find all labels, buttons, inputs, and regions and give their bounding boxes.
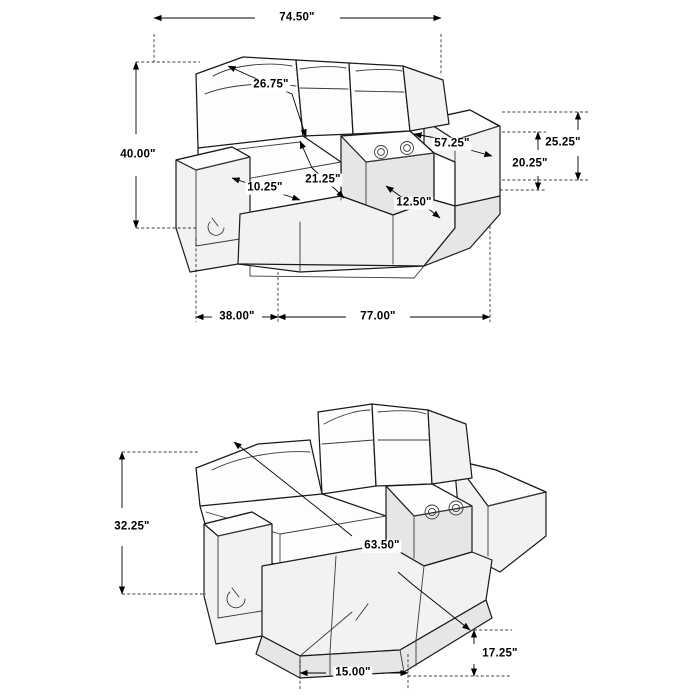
dimension-label-seat-width: 21.25" bbox=[305, 173, 341, 186]
dimension-label-footrest-width: 15.00" bbox=[335, 666, 371, 679]
sofa-top-view bbox=[176, 57, 500, 278]
dimension-label-arm-height-right: 25.25" bbox=[545, 136, 581, 149]
dimension-label-overall-width-top: 74.50" bbox=[279, 11, 315, 24]
dimension-label-footrest-height: 17.25" bbox=[482, 647, 518, 660]
dimension-label-seat-depth-left: 38.00" bbox=[219, 310, 255, 323]
dimension-label-seat-height-right: 20.25" bbox=[512, 157, 548, 170]
dimension-label-console-depth: 57.25" bbox=[434, 137, 470, 150]
dimension-label-overall-height: 40.00" bbox=[120, 148, 156, 161]
dimension-label-extended-height: 32.25" bbox=[114, 520, 150, 533]
dimension-label-console-width: 12.50" bbox=[396, 196, 432, 209]
dimension-label-overall-depth: 77.00" bbox=[360, 310, 396, 323]
dimension-label-arm-width: 10.25" bbox=[247, 181, 283, 194]
dimension-label-seat-back-height: 26.75" bbox=[253, 78, 289, 91]
dimension-label-extended-length: 63.50" bbox=[364, 539, 400, 552]
